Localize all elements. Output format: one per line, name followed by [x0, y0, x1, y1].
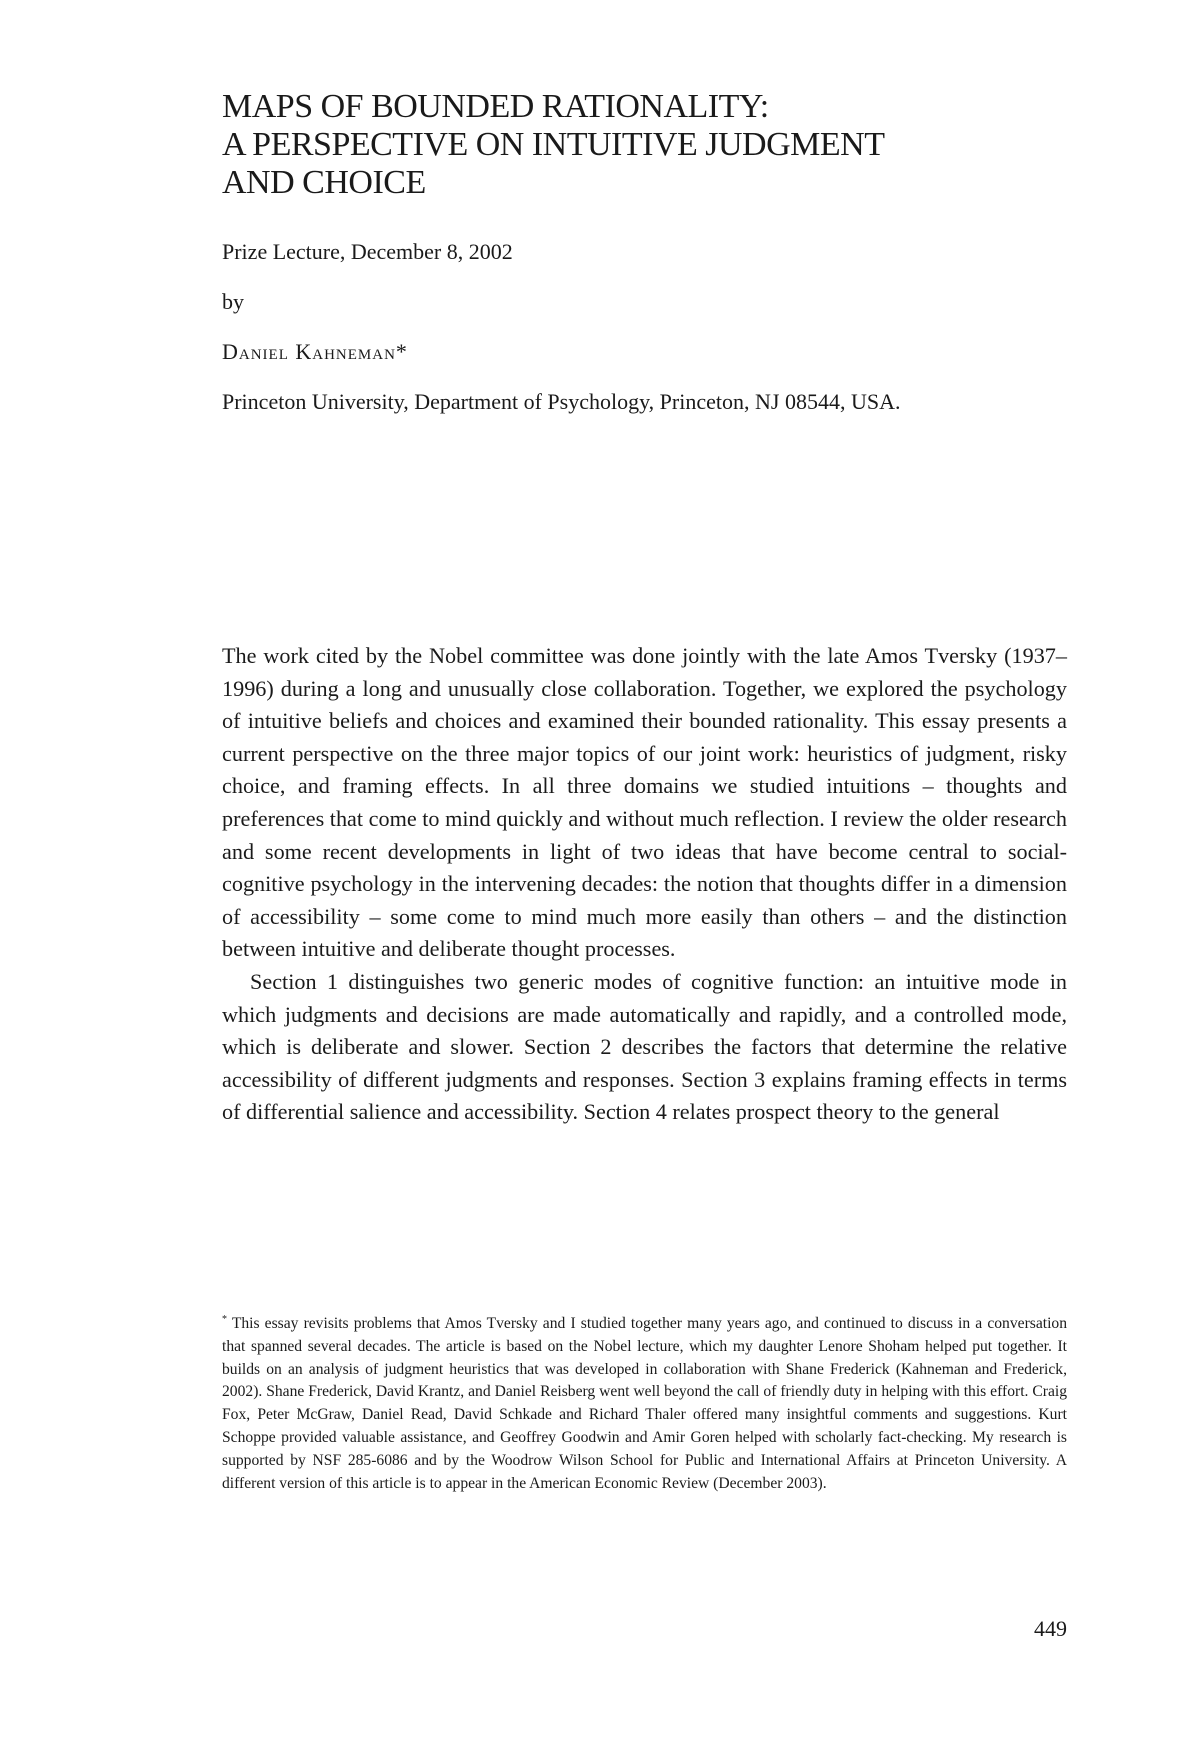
footnote-marker: *: [222, 1313, 227, 1325]
title-line-1: MAPS OF BOUNDED RATIONALITY:: [222, 88, 769, 125]
lecture-date: Prize Lecture, December 8, 2002: [222, 239, 513, 264]
paragraph-1: The work cited by the Nobel committee was done jointly with the late Amos Tversky (1937–1996) during a long and unusually close collaboration. Together, we explored the psychology of intuitive beliefs and choices and examined their bounded rationality. This essay presents a current perspective on the three major topics of our joint work: heuristics of judgment, risky choice, and framing effects. In all three domains we studied intuitions – thoughts and preferences that come to mind quickly and without much reflection. I review the older research and some recent developments in light of two ideas that have become central to social-cognitive psychology in the intervening decades: the notion that thoughts differ in a dimension of accessibility – some come to mind much more easily than others – and the distinction between intuitive and deliberate thought processes.: [222, 643, 1067, 962]
paper-title: [222, 88, 1022, 202]
footnote: [222, 1313, 1067, 1495]
title-line-3: AND CHOICE: [222, 164, 426, 201]
footnote-text: This essay revisits problems that Amos Tversky and I studied together many years ago, and continued to discuss in a conversation that spanned several decades. The article is based on the Nobel lecture, which my daughter Lenore Shoham helped put together. It builds on an analysis of judgment heuristics that was developed in collaboration with Shane Frederick (Kahneman and Frederick, 2002). Shane Frederick, David Krantz, and Daniel Reisberg went well beyond the call of friendly duty in helping with this effort. Craig Fox, Peter McGraw, Daniel Read, David Schkade and Richard Thaler offered many insightful comments and suggestions. Kurt Schoppe provided valuable assistance, and Geoffrey Goodwin and Amir Goren helped with scholarly fact-checking. My research is supported by NSF 285-6086 and by the Woodrow Wilson School for Public and International Affairs at Princeton University. A different version of this article is to appear in the American Economic Review (December 2003).: [222, 1315, 1068, 1492]
paragraph-2: Section 1 distinguishes two generic modes of cognitive function: an intuitive mode in which judgments and decisions are made automatically and rapidly, and a controlled mode, which is deliberate and slower. Section 2 describes the factors that determine the relative accessibility of different judgments and responses. Section 3 explains framing effects in terms of differential salience and accessibility. Section 4 relates prospect theory to the general: [222, 968, 1067, 1125]
page-number: 449: [1034, 1616, 1067, 1641]
author-affiliation: Princeton University, Department of Psychology, Princeton, NJ 08544, USA.: [222, 389, 901, 414]
author-name: Daniel Kahneman*: [222, 339, 408, 364]
title-line-2: A PERSPECTIVE ON INTUITIVE JUDGMENT: [222, 126, 885, 163]
body-text: [222, 640, 1067, 1129]
byline: by: [222, 289, 244, 314]
